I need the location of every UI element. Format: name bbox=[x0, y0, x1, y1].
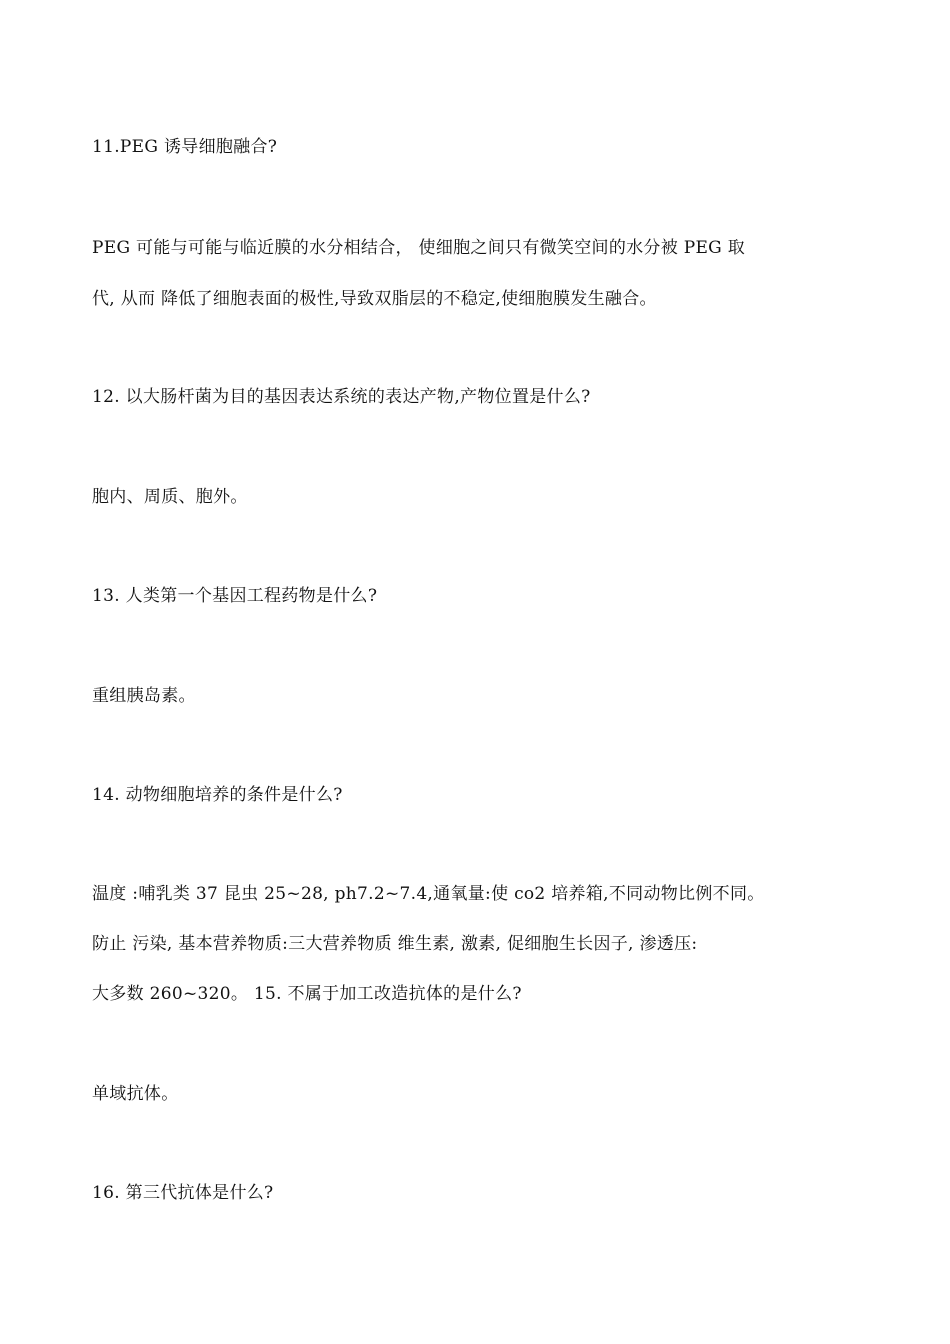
answer-14-line-1: 温度 :哺乳类 37 昆虫 25~28, ph7.2~7.4,通氧量:使 co2 培养箱,不同动物比例不同。 bbox=[92, 884, 765, 904]
answer-15: 单域抗体。 bbox=[92, 1084, 179, 1104]
question-11: 11.PEG 诱导细胞融合? bbox=[92, 137, 278, 157]
answer-11-line-1: PEG 可能与可能与临近膜的水分相结合， 使细胞之间只有微笑空间的水分被 PEG 取 bbox=[92, 238, 746, 258]
answer-12: 胞内、周质、胞外。 bbox=[92, 487, 248, 507]
answer-14-line-3-with-question-15: 大多数 260~320。 15. 不属于加工改造抗体的是什么? bbox=[92, 984, 522, 1004]
question-13: 13. 人类第一个基因工程药物是什么? bbox=[92, 586, 378, 606]
answer-13: 重组胰岛素。 bbox=[92, 686, 196, 706]
question-12: 12. 以大肠杆菌为目的基因表达系统的表达产物,产物位置是什么? bbox=[92, 387, 591, 407]
question-16: 16. 第三代抗体是什么? bbox=[92, 1183, 274, 1203]
answer-14-line-2: 防止 污染, 基本营养物质:三大营养物质 维生素, 激素, 促细胞生长因子, 渗透压: bbox=[92, 934, 698, 954]
question-14: 14. 动物细胞培养的条件是什么? bbox=[92, 785, 343, 805]
answer-11-line-2: 代, 从而 降低了细胞表面的极性,导致双脂层的不稳定,使细胞膜发生融合。 bbox=[92, 289, 657, 309]
